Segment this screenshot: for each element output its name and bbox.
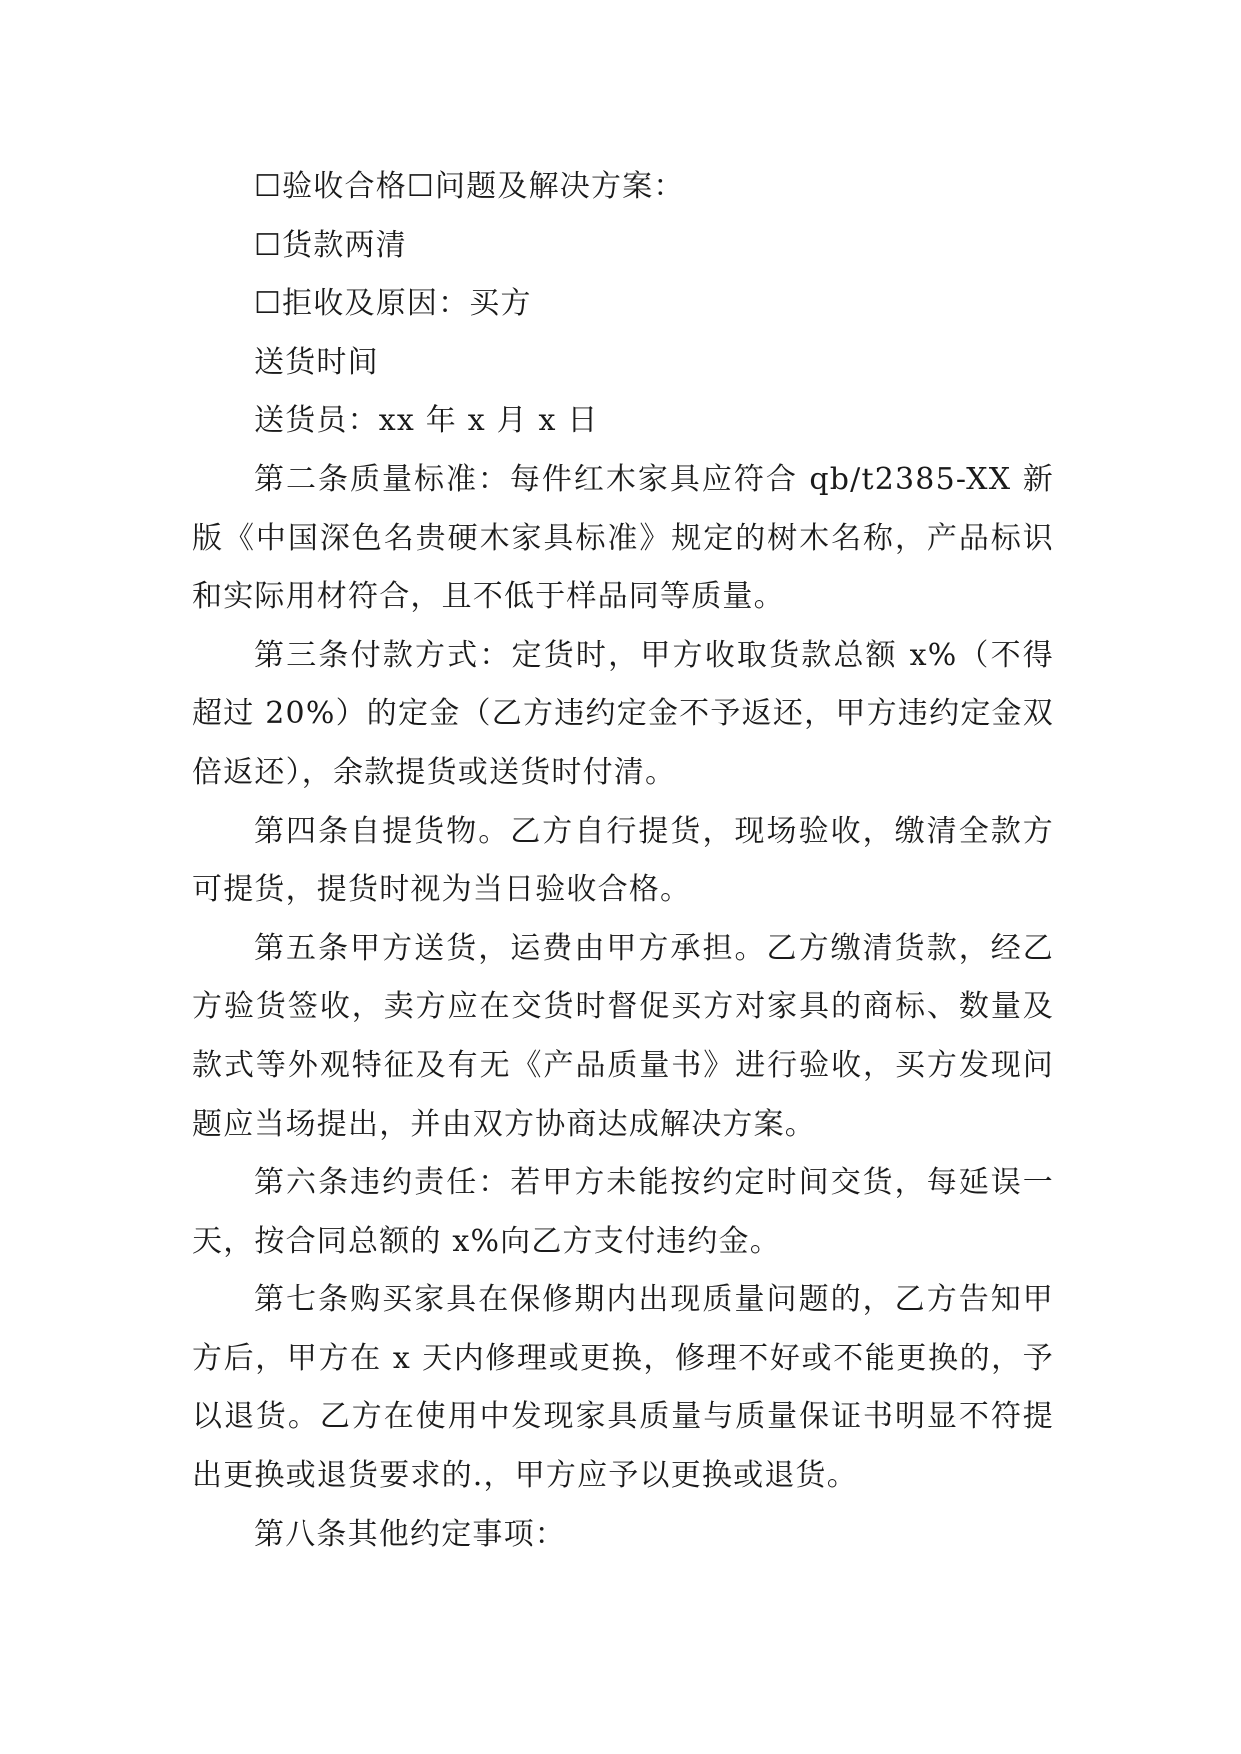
article-8-other-terms: 第八条其他约定事项：: [254, 1516, 566, 1552]
delivery-time-line: 送货时间: [254, 344, 379, 380]
document-body: [192, 158, 1054, 1564]
article-4-self-pickup: 第四条自提货物。乙方自行提货，现场验收，缴清全款方可提货，提货时视为当日验收合格。: [192, 813, 1054, 908]
article-7-warranty: 第七条购买家具在保修期内出现质量问题的，乙方告知甲方后，甲方在 x 天内修理或更换，修理不好或不能更换的，予以退货。乙方在使用中发现家具质量与质量保证书明显不符提出更换或退货要求的.，甲方应予以更换或退货。: [192, 1282, 1054, 1494]
checkbox-rejection-line: ☐拒收及原因：买方: [254, 286, 532, 322]
checkbox-acceptance-line: ☐验收合格☐问题及解决方案：: [254, 169, 685, 204]
article-3-payment-method: 第三条付款方式：定货时，甲方收取货款总额 x%（不得超过 20%）的定金（乙方违约定金不予返还，甲方违约定金双倍返还），余款提货或送货时付清。: [192, 637, 1054, 790]
checkbox-payment-settled-line: ☐货款两清: [254, 227, 407, 263]
article-5-delivery: 第五条甲方送货，运费由甲方承担。乙方缴清货款，经乙方验货签收，卖方应在交货时督促买方对家具的商标、数量及款式等外观特征及有无《产品质量书》进行验收，买方发现问题应当场提出，并由双方协商达成解决方案。: [192, 930, 1054, 1142]
article-6-liability: 第六条违约责任：若甲方未能按约定时间交货，每延误一天，按合同总额的 x%向乙方支付违约金。: [192, 1165, 1054, 1259]
article-2-quality-standard: 第二条质量标准：每件红木家具应符合 qb/t2385-XX 新版《中国深色名贵硬木家具标准》规定的树木名称，产品标识和实际用材符合，且不低于样品同等质量。: [192, 461, 1054, 615]
delivery-person-date-line: 送货员：xx 年 x 月 x 日: [254, 403, 599, 439]
